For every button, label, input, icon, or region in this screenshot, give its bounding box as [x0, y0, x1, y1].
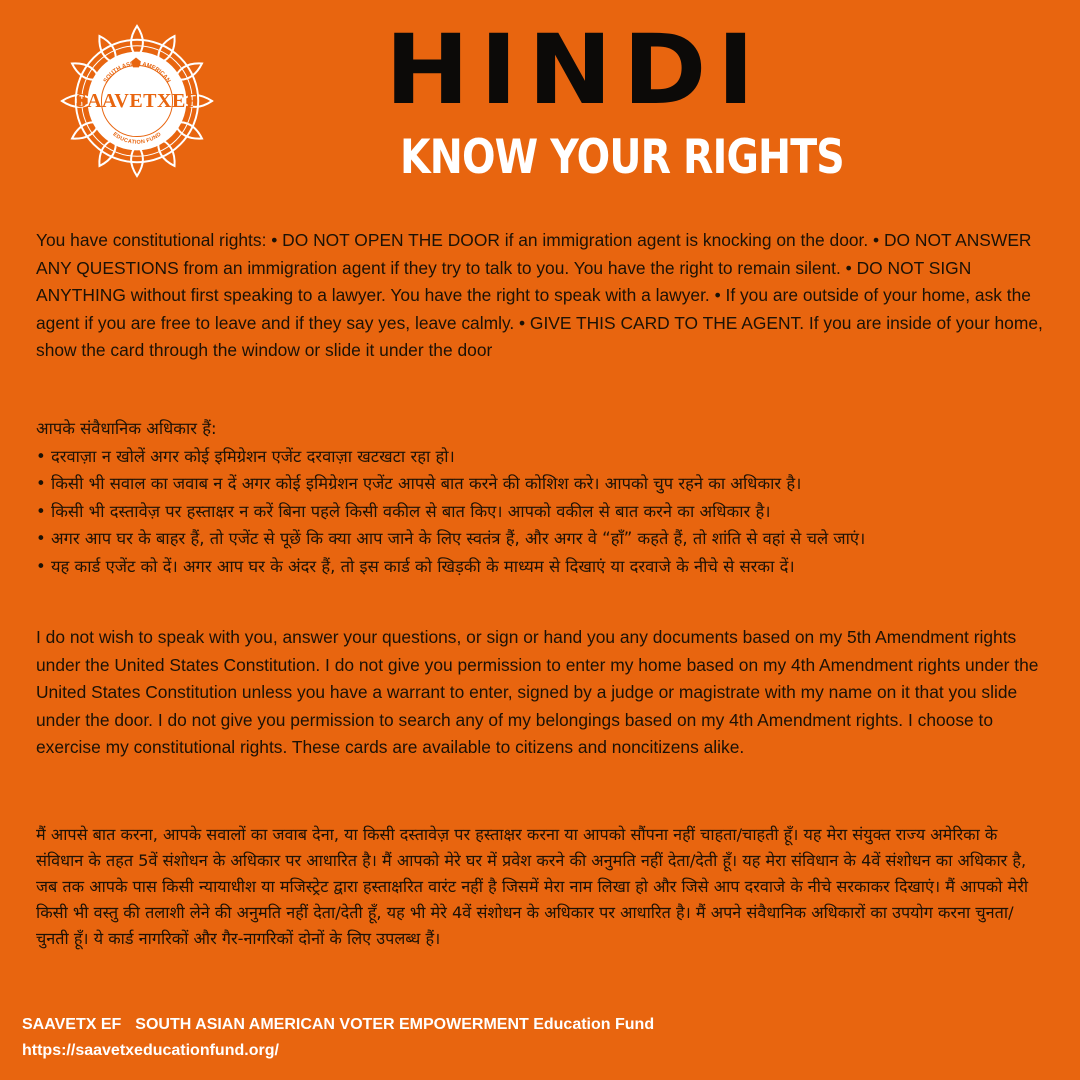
page-title: HINDI — [385, 14, 765, 126]
english-rights-paragraph: You have constitutional rights: • DO NOT OPEN THE DOOR if an immigration agent is knocking on the door. • DO NOT ANSWER ANY QUESTIONS from an immigration agent if they try to talk to you. You have the right to remain silent. • DO NOT SIGN ANYTHING without first speaking to a lawyer. You have the right to speak with a lawyer. • If you are outside of your home, ask the agent if you are free to leave and if they say yes, leave calmly. • GIVE THIS CARD TO THE AGENT. If you are inside of your home, show the card through the window or slide it under the door — [36, 230, 1043, 360]
hindi-rights-list — [36, 415, 1046, 581]
saavetxef-logo — [58, 22, 216, 180]
list-item: • किसी भी सवाल का जवाब न दें अगर कोई इमिग्रेशन एजेंट आपसे बात करने की कोशिश करे। आपको चुप रहने का अधिकार है। — [36, 474, 802, 494]
list-item: • अगर आप घर के बाहर हैं, तो एजेंट से पूछें कि क्या आप जाने के लिए स्वतंत्र हैं, और अगर वे “हाँ” कहते हैं, तो शांति से वहां से चले जाएं। — [36, 529, 866, 549]
logo-arc-top: SOUTH ASIAN AMERICAN — [102, 61, 172, 85]
english-statement-paragraph: I do not wish to speak with you, answer your questions, or sign or hand you any documents based on my 5th Amendment rights under the United States Constitution. I do not give you permission to enter my home based on my 4th Amendment rights under the United States Constitution unless you have a warrant to enter, signed by a judge or magistrate with my name on it that you slide under the door. I do not give you permission to search any of my belongings based on my 4th Amendment rights. I choose to exercise my constitutional rights. These cards are available to citizens and noncitizens alike. — [36, 627, 1039, 757]
hindi-rights-heading: आपके संवैधानिक अधिकार हैं: — [36, 419, 217, 438]
footer-org-line — [22, 1012, 1062, 1038]
footer — [22, 1012, 1062, 1064]
hindi-statement-paragraph: मैं आपसे बात करना, आपके सवालों का जवाब देना, या किसी दस्तावेज़ पर हस्ताक्षर करना या आपको सौंपना नहीं चाहता/चाहती हूँ। यह मेरा संयुक्त राज्य अमेरिका के संविधान के तहत 5वें संशोधन के अधिकार पर आधारित है। मैं आपको मेरे घर में प्रवेश करने की अनुमति नहीं देता/देती हूँ। यह मेरा संविधान के 4वें संशोधन का अधिकार है, जब तक आपके पास किसी न्यायाधीश या मजिस्ट्रेट द्वारा हस्ताक्षरित वारंट नहीं है जिसमें मेरा नाम लिखा हो और जिसे आप दरवाजे के नीचे सरकाकर दिखाएं। मैं आपको मेरी किसी भी वस्तु की तलाशी लेने की अनुमति नहीं देता/देती हूँ, यह भी मेरे 4वें संशोधन के अधिकार पर आधारित है। मैं अपने संवैधानिक अधिकारों का उपयोग करना चुनता/चुनती हूँ। ये कार्ड नागरिकों और गैर-नागरिकों दोनों के लिए उपलब्ध हैं। — [36, 825, 1029, 948]
list-item: • दरवाज़ा न खोलें अगर कोई इमिग्रेशन एजेंट दरवाज़ा खटखटा रहा हो। — [36, 446, 455, 466]
logo-name: SAAVETXEF — [75, 90, 199, 112]
list-item: • किसी भी दस्तावेज़ पर हस्ताक्षर न करें बिना पहले किसी वकील से बात किए। आपको वकील से बात करने का अधिकार है। — [36, 501, 771, 521]
footer-org-full: SOUTH ASIAN AMERICAN VOTER EMPOWERMENT Education Fund — [135, 1016, 655, 1033]
logo-arc-bottom: EDUCATION FUND — [111, 131, 163, 146]
page-subtitle: KNOW YOUR RIGHTS — [400, 130, 844, 185]
footer-url[interactable]: https://saavetxeducationfund.org/ — [22, 1042, 279, 1059]
list-item: • यह कार्ड एजेंट को दें। अगर आप घर के अंदर हैं, तो इस कार्ड को खिड़की के माध्यम से दिखाएं या दरवाजे के नीचे से सरका दें। — [36, 556, 795, 576]
footer-org-short: SAAVETX EF — [22, 1016, 122, 1033]
